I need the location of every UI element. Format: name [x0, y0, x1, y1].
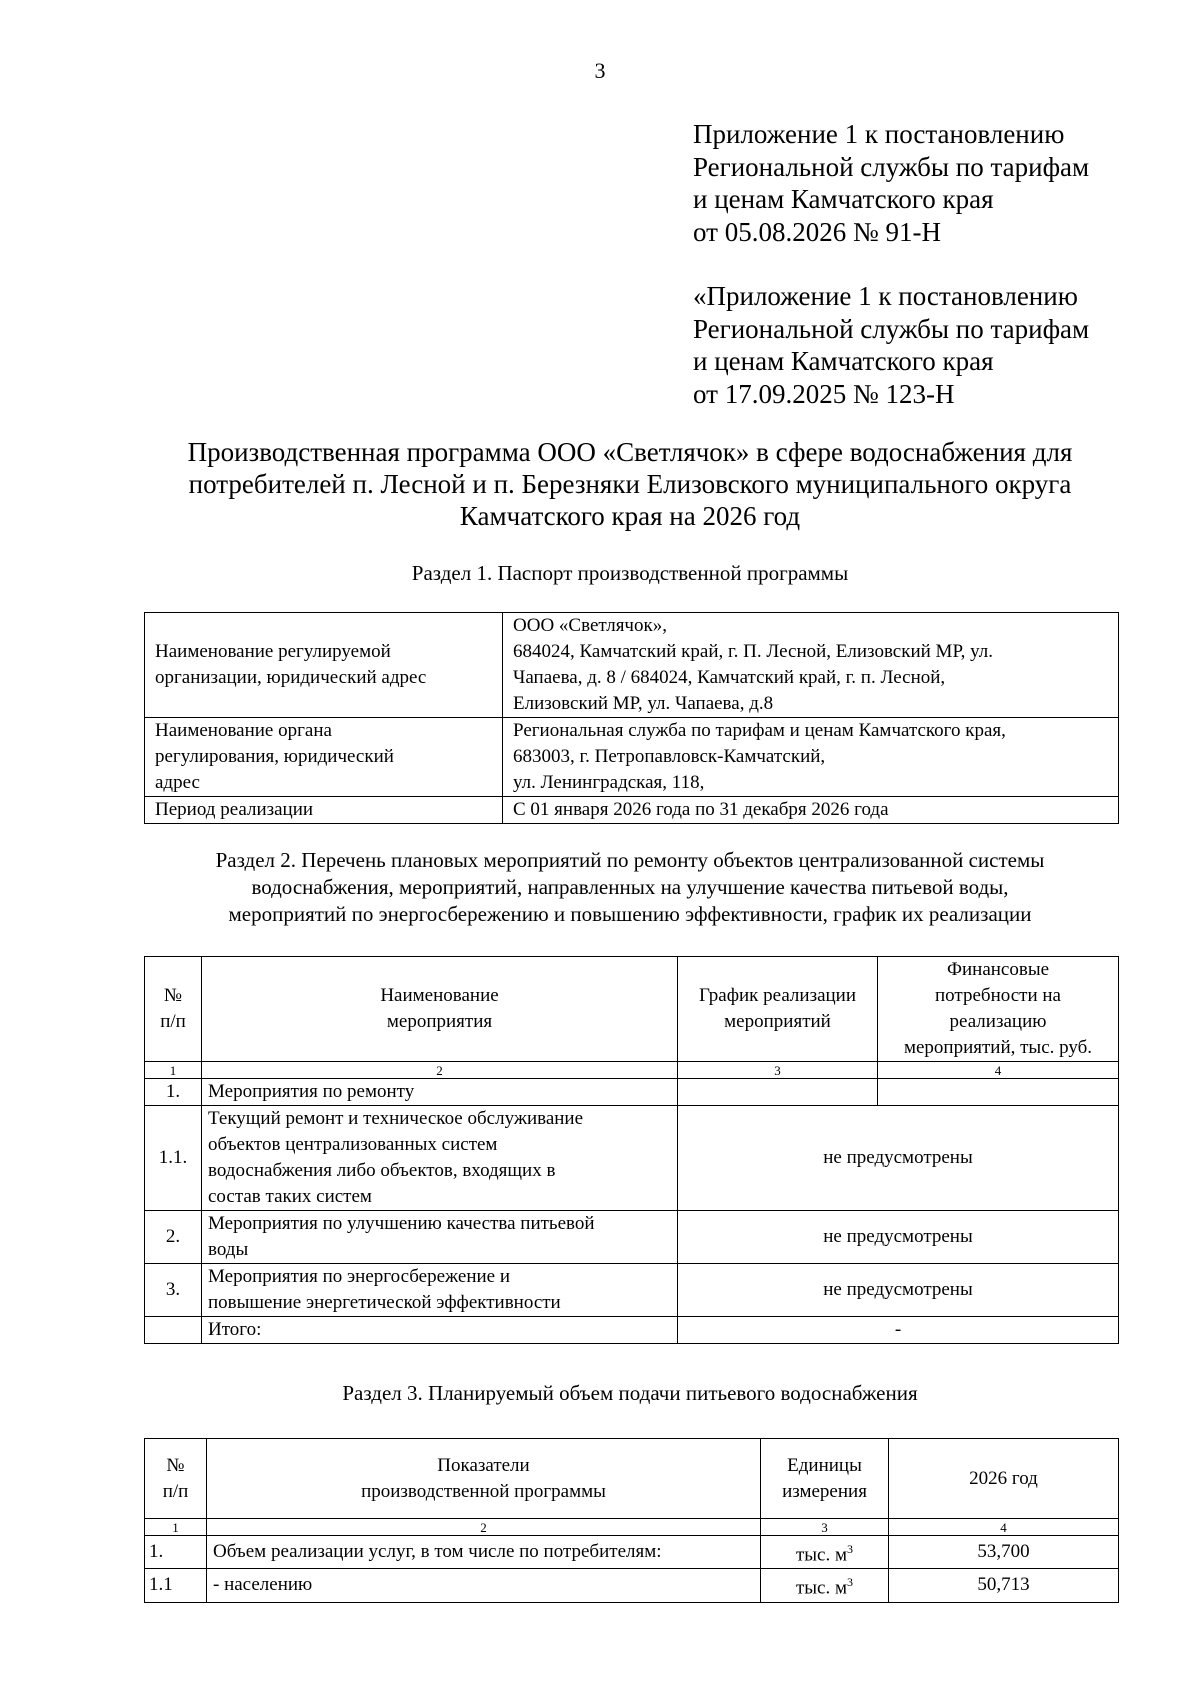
row-schedule [678, 1079, 878, 1106]
row-name [202, 1211, 678, 1264]
cell-line: Наименование регулируемой [155, 641, 391, 662]
cell-line: Наименование органа [155, 720, 332, 741]
table-header-row [145, 1439, 1119, 1519]
appendix-line: и ценам Камчатского края [693, 184, 994, 214]
column-number: 1 [145, 1062, 202, 1079]
header-schedule [678, 957, 878, 1062]
unit-text: тыс. м [795, 1544, 848, 1566]
cell-line: Мероприятия по улучшению качества питьевой [208, 1213, 595, 1234]
passport-label [145, 797, 503, 824]
table-row [145, 613, 1119, 718]
column-number: 4 [878, 1062, 1119, 1079]
cell-line: повышение энергетической эффективности [208, 1292, 561, 1313]
row-num: 1.1. [145, 1106, 202, 1211]
column-number: 2 [207, 1519, 761, 1536]
title-line: Производственная программа ООО «Светлячок» в сфере водоснабжения для [187, 437, 1073, 467]
row-name [202, 1079, 678, 1106]
row-name: Объем реализации услуг, в том числе по потребителям: [207, 1536, 761, 1569]
cell-line: Финансовые [946, 959, 1050, 980]
header-indicator [207, 1439, 761, 1519]
cell-line: воды [208, 1239, 249, 1260]
appendix-line: и ценам Камчатского края [693, 346, 994, 376]
cell-line: Елизовский МР, ул. Чапаева, д.8 [513, 693, 774, 714]
column-number: 3 [761, 1519, 889, 1536]
appendix-line: Региональной службы по тарифам [693, 313, 1090, 344]
passport-value [503, 797, 1119, 824]
row-unit [761, 1569, 889, 1602]
row-num: 2. [145, 1211, 202, 1264]
header-unit [761, 1439, 889, 1519]
cell-line: С 01 января 2026 года по 31 декабря 2026 года [513, 799, 889, 820]
row-value: 50,713 [889, 1569, 1119, 1602]
page-number: 3 [594, 58, 606, 83]
appendix-line: «Приложение 1 к постановлению [693, 281, 1078, 311]
total-row [145, 1317, 1119, 1344]
section3-heading: Раздел 3. Планируемый объем подачи питьевого водоснабжения [342, 1381, 918, 1405]
cell-line: № [163, 985, 183, 1006]
heading-line: мероприятий по энергосбережению и повышению эффективности, график их реализации [228, 902, 1032, 926]
cell-line: регулирования, юридический [155, 746, 394, 767]
cell-line: п/п [160, 1011, 186, 1032]
header-year: 2026 год [889, 1439, 1119, 1519]
cell-line: измерения [782, 1480, 867, 1502]
row-num: 3. [145, 1264, 202, 1317]
column-number: 2 [202, 1062, 678, 1079]
cell-line: Наименование [380, 985, 499, 1006]
cell-line: организации, юридический адрес [155, 667, 427, 688]
cell-line: № [166, 1454, 185, 1476]
cell-line: производственной программы [361, 1480, 606, 1502]
table-row [145, 797, 1119, 824]
row-name [202, 1317, 678, 1344]
column-number: 3 [678, 1062, 878, 1079]
appendix-line: от 05.08.2026 № 91-Н [693, 216, 941, 247]
row-name: - населению [207, 1569, 761, 1602]
document-title [140, 436, 1120, 532]
row-value: не предусмотрены [678, 1106, 1119, 1211]
cell-line: мероприятий [724, 1011, 831, 1032]
table-row [145, 1211, 1119, 1264]
cell-line: потребности на [935, 985, 1061, 1006]
cell-line: Текущий ремонт и техническое обслуживание [208, 1108, 584, 1129]
column-number-row [145, 1519, 1119, 1536]
row-value: не предусмотрены [678, 1211, 1119, 1264]
header-name [202, 957, 678, 1062]
cell-line: ул. Ленинградская, 118, [513, 772, 705, 793]
cell-line: состав таких систем [208, 1186, 372, 1207]
cell-line: Мероприятия по энергосбережение и [208, 1266, 511, 1287]
passport-label [145, 613, 503, 718]
row-name [202, 1264, 678, 1317]
column-number: 1 [145, 1519, 207, 1536]
cell-line: мероприятия [386, 1011, 493, 1032]
cell-line: п/п [162, 1480, 189, 1502]
activities-table [144, 956, 1119, 1344]
cell-line: адрес [155, 772, 200, 793]
header-finance [878, 957, 1119, 1062]
row-finance [878, 1079, 1119, 1106]
table-row [145, 718, 1119, 797]
row-name [202, 1106, 678, 1211]
table-row [145, 1569, 1119, 1602]
passport-value [503, 718, 1119, 797]
table-header-row [145, 957, 1119, 1062]
cell-line: мероприятий, тыс. руб. [903, 1037, 1093, 1058]
appendix-line: Приложение 1 к постановлению [693, 119, 1065, 149]
row-num: 1. [145, 1079, 202, 1106]
cell-line: График реализации [698, 985, 857, 1006]
row-unit [761, 1536, 889, 1569]
table-row [145, 1536, 1119, 1569]
cell-line: Единицы [787, 1454, 862, 1476]
passport-label [145, 718, 503, 797]
table-row [145, 1106, 1119, 1211]
appendix-line: Региональной службы по тарифам [693, 151, 1090, 182]
heading-line: Раздел 2. Перечень плановых мероприятий по ремонту объектов централизованной системы [215, 848, 1045, 872]
row-value: 53,700 [889, 1536, 1119, 1569]
header-num [145, 957, 202, 1062]
cell-line: объектов централизованных систем [208, 1134, 498, 1155]
cell-line: Региональная служба по тарифам и ценам Камчатского края, [513, 720, 1006, 741]
row-value: не предусмотрены [678, 1264, 1119, 1317]
appendix-header-current [693, 118, 1089, 248]
cell-line: реализацию [949, 1011, 1047, 1032]
cell-line: Чапаева, д. 8 / 684024, Камчатский край, г. п. Лесной, [513, 667, 946, 688]
table-row [145, 1264, 1119, 1317]
appendix-header-previous [693, 280, 1089, 410]
title-line: потребителей п. Лесной и п. Березняки Елизовского муниципального округа [188, 469, 1072, 499]
cell-line: Период реализации [155, 799, 314, 820]
row-num: 1. [145, 1536, 207, 1569]
cell-line: 684024, Камчатский край, г. П. Лесной, Елизовский МР, ул. [513, 641, 994, 662]
row-num [145, 1317, 202, 1344]
table-row [145, 1079, 1119, 1106]
volume-table [144, 1438, 1119, 1603]
unit-superscript: 3 [847, 1575, 854, 1590]
cell-line: Мероприятия по ремонту [208, 1081, 415, 1102]
heading-line: водоснабжения, мероприятий, направленных на улучшение качества питьевой воды, [251, 875, 1009, 899]
cell-line: Показатели [437, 1454, 530, 1476]
cell-line: Итого: [208, 1319, 262, 1340]
cell-line: водоснабжения либо объектов, входящих в [208, 1160, 556, 1181]
unit-superscript: 3 [847, 1542, 854, 1556]
appendix-line: от 17.09.2025 № 123-Н [693, 378, 955, 409]
column-number-row [145, 1062, 1119, 1079]
section1-heading: Раздел 1. Паспорт производственной программы [411, 561, 849, 585]
section2-heading [140, 847, 1120, 928]
cell-line: ООО «Светлячок», [513, 615, 667, 636]
cell-line: 683003, г. Петропавловск-Камчатский, [513, 746, 826, 767]
unit-text: тыс. м [795, 1577, 848, 1599]
header-num [145, 1439, 207, 1519]
passport-value [503, 613, 1119, 718]
row-value: - [678, 1317, 1119, 1344]
column-number: 4 [889, 1519, 1119, 1536]
row-num: 1.1 [145, 1569, 207, 1602]
passport-table [144, 612, 1119, 824]
title-line: Камчатского края на 2026 год [459, 501, 801, 531]
